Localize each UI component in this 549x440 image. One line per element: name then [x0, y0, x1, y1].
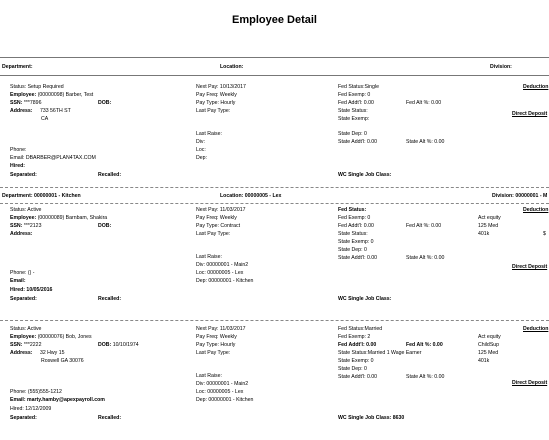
state-status: State Status:Married 1 Wage Earner: [338, 350, 422, 356]
dob-label: DOB:: [98, 100, 112, 106]
dep-line: Dep: 00000001 - Kitchen: [196, 397, 254, 403]
header-top-rule: [0, 57, 549, 58]
deduction-item: 401k: [478, 231, 490, 237]
recalled-line: Recalled:: [98, 296, 122, 302]
division-line: Division: 00000001 - M: [492, 193, 548, 199]
email-line: Email:: [10, 278, 26, 284]
phone-line: Phone:: [10, 147, 27, 153]
record-separator: [0, 320, 549, 321]
ssn-line: SSN: ***2222: [10, 342, 42, 348]
dob-line: DOB: 10/10/1974: [98, 342, 139, 348]
address-line-2: CA: [41, 116, 49, 122]
last-raise: Last Raise:: [196, 254, 222, 260]
direct-deposit-heading: Direct Deposit: [512, 111, 548, 117]
department-line: Department: 00000001 - Kitchen: [2, 193, 81, 199]
email-line: Email: DBARBER@PLAN4TAX.COM: [10, 155, 96, 161]
last-raise: Last Raise:: [196, 131, 222, 137]
employee-line: Employee: (00000098) Barber, Test: [10, 92, 94, 98]
employee-line: Employee: (00000089) Barnbam, Shakira: [10, 215, 108, 221]
phone-line: Phone: () -: [10, 270, 35, 276]
division-header: Division:: [490, 64, 512, 70]
deductions-heading: Deduction: [523, 207, 549, 213]
hired-line: Hired: 10/05/2016: [10, 287, 53, 293]
state-exemp: State Exemp:: [338, 116, 370, 122]
fed-alt: Fed Alt %: 0.00: [406, 223, 442, 229]
wc-class: WC Single Job Class:: [338, 296, 392, 302]
next-pay: Next Pay: 11/03/2017: [196, 326, 246, 332]
hired-line: Hired: 12/12/2009: [10, 406, 52, 412]
div-line: Div:: [196, 139, 205, 145]
fed-exemp: Fed Exemp: 2: [338, 334, 371, 340]
department-header: Department:: [2, 64, 33, 70]
wc-class: WC Single Job Class: 8630: [338, 415, 405, 421]
location-line: Location: 00000005 - Lex: [220, 193, 282, 199]
phone-line: Phone: (555)555-1212: [10, 389, 62, 395]
separated-line: Separated:: [10, 172, 37, 178]
email-line: Email: marty.hamby@apexpayroll.com: [10, 397, 105, 403]
employee-line: Employee: (00000076) Bob, Jones: [10, 334, 92, 340]
dob-label: DOB:: [98, 223, 112, 229]
separated-line: Separated:: [10, 415, 37, 421]
fed-exemp: Fed Exemp: 0: [338, 92, 371, 98]
deductions-heading: Deduction: [523, 326, 549, 332]
recalled-line: Recalled:: [98, 415, 122, 421]
dep-line: Dep: 00000001 - Kitchen: [196, 278, 254, 284]
address-label: Address:: [10, 231, 33, 237]
state-status: State Status:: [338, 108, 368, 114]
pay-freq: Pay Freq: Weekly: [196, 92, 237, 98]
loc-line: Loc: 00000005 - Lex: [196, 389, 244, 395]
address-line-2: Roswell GA 30076: [41, 358, 84, 364]
ssn-line: SSN: ***7896: [10, 100, 42, 106]
department-separator: [0, 203, 549, 204]
wc-class: WC Single Job Class:: [338, 172, 392, 178]
deduction-amount: $: [543, 231, 546, 237]
pay-type: Pay Type: Hourly: [196, 100, 236, 106]
location-header: Location:: [220, 64, 244, 70]
pay-type: Pay Type: Contract: [196, 223, 241, 229]
fed-addtl: Fed Addt'l: 0.00: [338, 223, 374, 229]
direct-deposit-heading: Direct Deposit: [512, 380, 548, 386]
page-title: Employee Detail: [232, 14, 317, 26]
state-addtl: State Addt'l: 0.00: [338, 255, 378, 261]
status-text: Status: Active: [10, 207, 42, 213]
last-raise: Last Raise:: [196, 373, 222, 379]
div-line: Div: 00000001 - Main2: [196, 262, 249, 268]
fed-addtl: Fed Addt'l: 0.00: [338, 342, 377, 348]
status-text: Status: Setup Required: [10, 84, 64, 90]
last-pay-type: Last Pay Type:: [196, 350, 231, 356]
direct-deposit-heading: Direct Deposit: [512, 264, 548, 270]
fed-status: Fed Status:: [338, 207, 367, 213]
fed-status: Fed Status:Single: [338, 84, 379, 90]
address-line: Address: 733 56TH ST: [10, 108, 71, 114]
employee-name: (00000076) Bob, Jones: [37, 334, 92, 340]
deduction-item: 125 Med: [478, 350, 499, 356]
state-alt: State Alt %: 0.00: [406, 374, 445, 380]
deduction-item: 125 Med: [478, 223, 499, 229]
div-line: Div: 00000001 - Main2: [196, 381, 249, 387]
state-alt: State Alt %: 0.00: [406, 139, 445, 145]
state-exemp: State Exemp: 0: [338, 358, 374, 364]
state-status: State Status:: [338, 231, 368, 237]
header-bottom-rule: [0, 75, 549, 76]
last-pay-type: Last Pay Type:: [196, 108, 231, 114]
pay-freq: Pay Freq: Weekly: [196, 334, 237, 340]
state-alt: State Alt %: 0.00: [406, 255, 445, 261]
deductions-heading: Deduction: [523, 84, 549, 90]
recalled-line: Recalled:: [98, 172, 122, 178]
next-pay: Next Pay: 10/13/2017: [196, 84, 246, 90]
status-text: Status: Active: [10, 326, 42, 332]
state-exemp: State Exemp: 0: [338, 239, 374, 245]
employee-name: (00000089) Barnbam, Shakira: [37, 215, 108, 221]
dep-line: Dep:: [196, 155, 207, 161]
last-pay-type: Last Pay Type:: [196, 231, 231, 237]
fed-status: Fed Status:Married: [338, 326, 383, 332]
address-line: Address: 32 Hwy 15: [10, 350, 65, 356]
fed-alt: Fed Alt %: 0.00: [406, 100, 442, 106]
state-dep: State Dep: 0: [338, 247, 367, 253]
fed-alt: Fed Alt %: 0.00: [406, 342, 443, 348]
separated-line: Separated:: [10, 296, 37, 302]
deduction-item: Act equity: [478, 334, 501, 340]
loc-line: Loc: 00000005 - Lex: [196, 270, 244, 276]
state-addtl: State Addt'l: 0.00: [338, 139, 378, 145]
pay-type: Pay Type: Hourly: [196, 342, 236, 348]
deduction-item: ChildSup: [478, 342, 500, 348]
state-addtl: State Addt'l: 0.00: [338, 374, 378, 380]
loc-line: Loc:: [196, 147, 206, 153]
hired-line: Hired:: [10, 163, 25, 169]
state-dep: State Dep: 0: [338, 366, 367, 372]
deduction-item: Act equity: [478, 215, 501, 221]
fed-exemp: Fed Exemp: 0: [338, 215, 371, 221]
ssn-line: SSN: ***2123: [10, 223, 42, 229]
pay-freq: Pay Freq: Weekly: [196, 215, 237, 221]
fed-addtl: Fed Addt'l: 0.00: [338, 100, 374, 106]
next-pay: Next Pay: 11/03/2017: [196, 207, 246, 213]
employee-name: (00000098) Barber, Test: [37, 92, 94, 98]
record-separator: [0, 187, 549, 188]
deduction-item: 401k: [478, 358, 490, 364]
state-dep: State Dep: 0: [338, 131, 367, 137]
